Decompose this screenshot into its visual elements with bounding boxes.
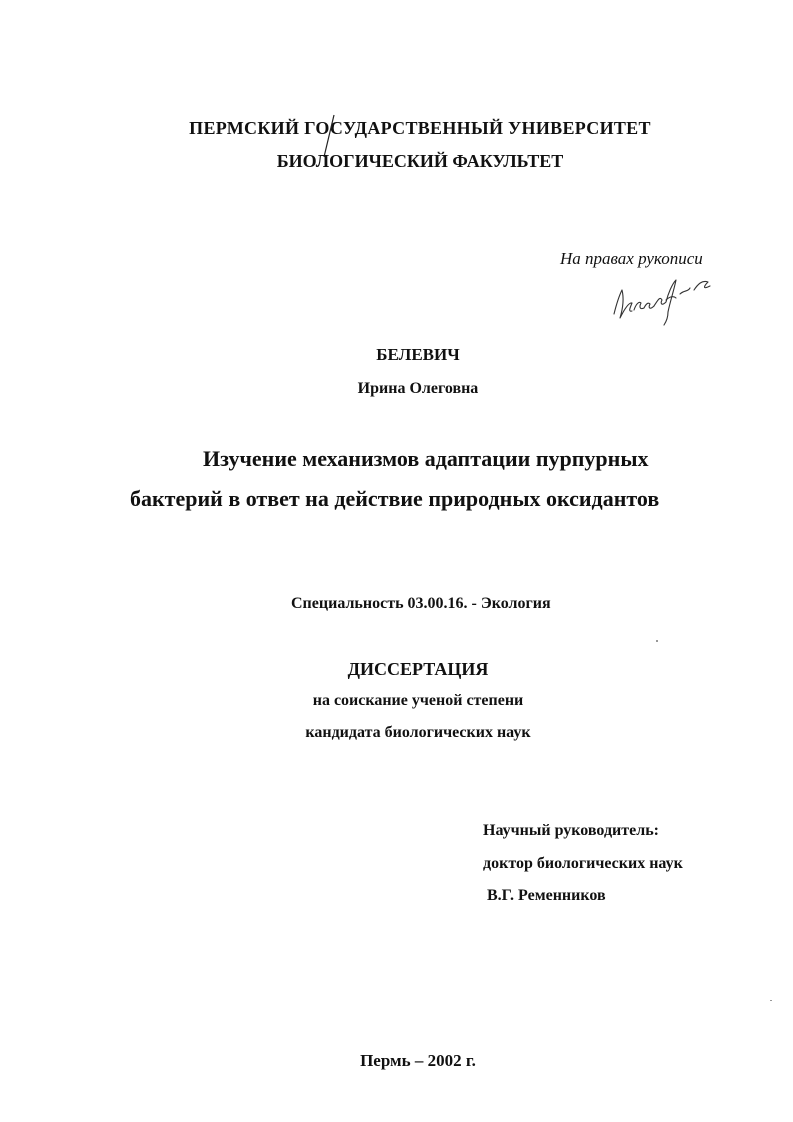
university-name: ПЕРМСКИЙ ГОСУДАРСТВЕННЫЙ УНИВЕРСИТЕТ	[189, 118, 651, 138]
degree-purpose-line-2: кандидата биологических наук	[305, 724, 531, 741]
author-surname: БЕЛЕВИЧ	[376, 345, 460, 364]
faculty-name: БИОЛОГИЧЕСКИЙ ФАКУЛЬТЕТ	[276, 151, 564, 171]
supervisor-degree: доктор биологических наук	[483, 855, 683, 872]
dissertation-title-line-2: бактерий в ответ на действие природных оксидантов	[130, 486, 660, 511]
author-given-names: Ирина Олеговна	[357, 380, 479, 397]
handwritten-signature-icon	[610, 270, 715, 328]
supervisor-label: Научный руководитель:	[483, 822, 659, 839]
dissertation-title-line-1: Изучение механизмов адаптации пурпурных	[203, 446, 649, 471]
degree-purpose-line-1: на соискание ученой степени	[312, 692, 524, 709]
supervisor-name: В.Г. Ременников	[487, 887, 606, 904]
dissertation-label: ДИССЕРТАЦИЯ	[347, 659, 489, 679]
city-and-year: Пермь – 2002 г.	[360, 1051, 476, 1070]
scan-speck	[770, 1000, 772, 1001]
specialty-code: Специальность 03.00.16. - Экология	[291, 595, 551, 612]
scan-speck	[656, 640, 658, 642]
manuscript-rights-note: На правах рукописи	[560, 249, 703, 268]
